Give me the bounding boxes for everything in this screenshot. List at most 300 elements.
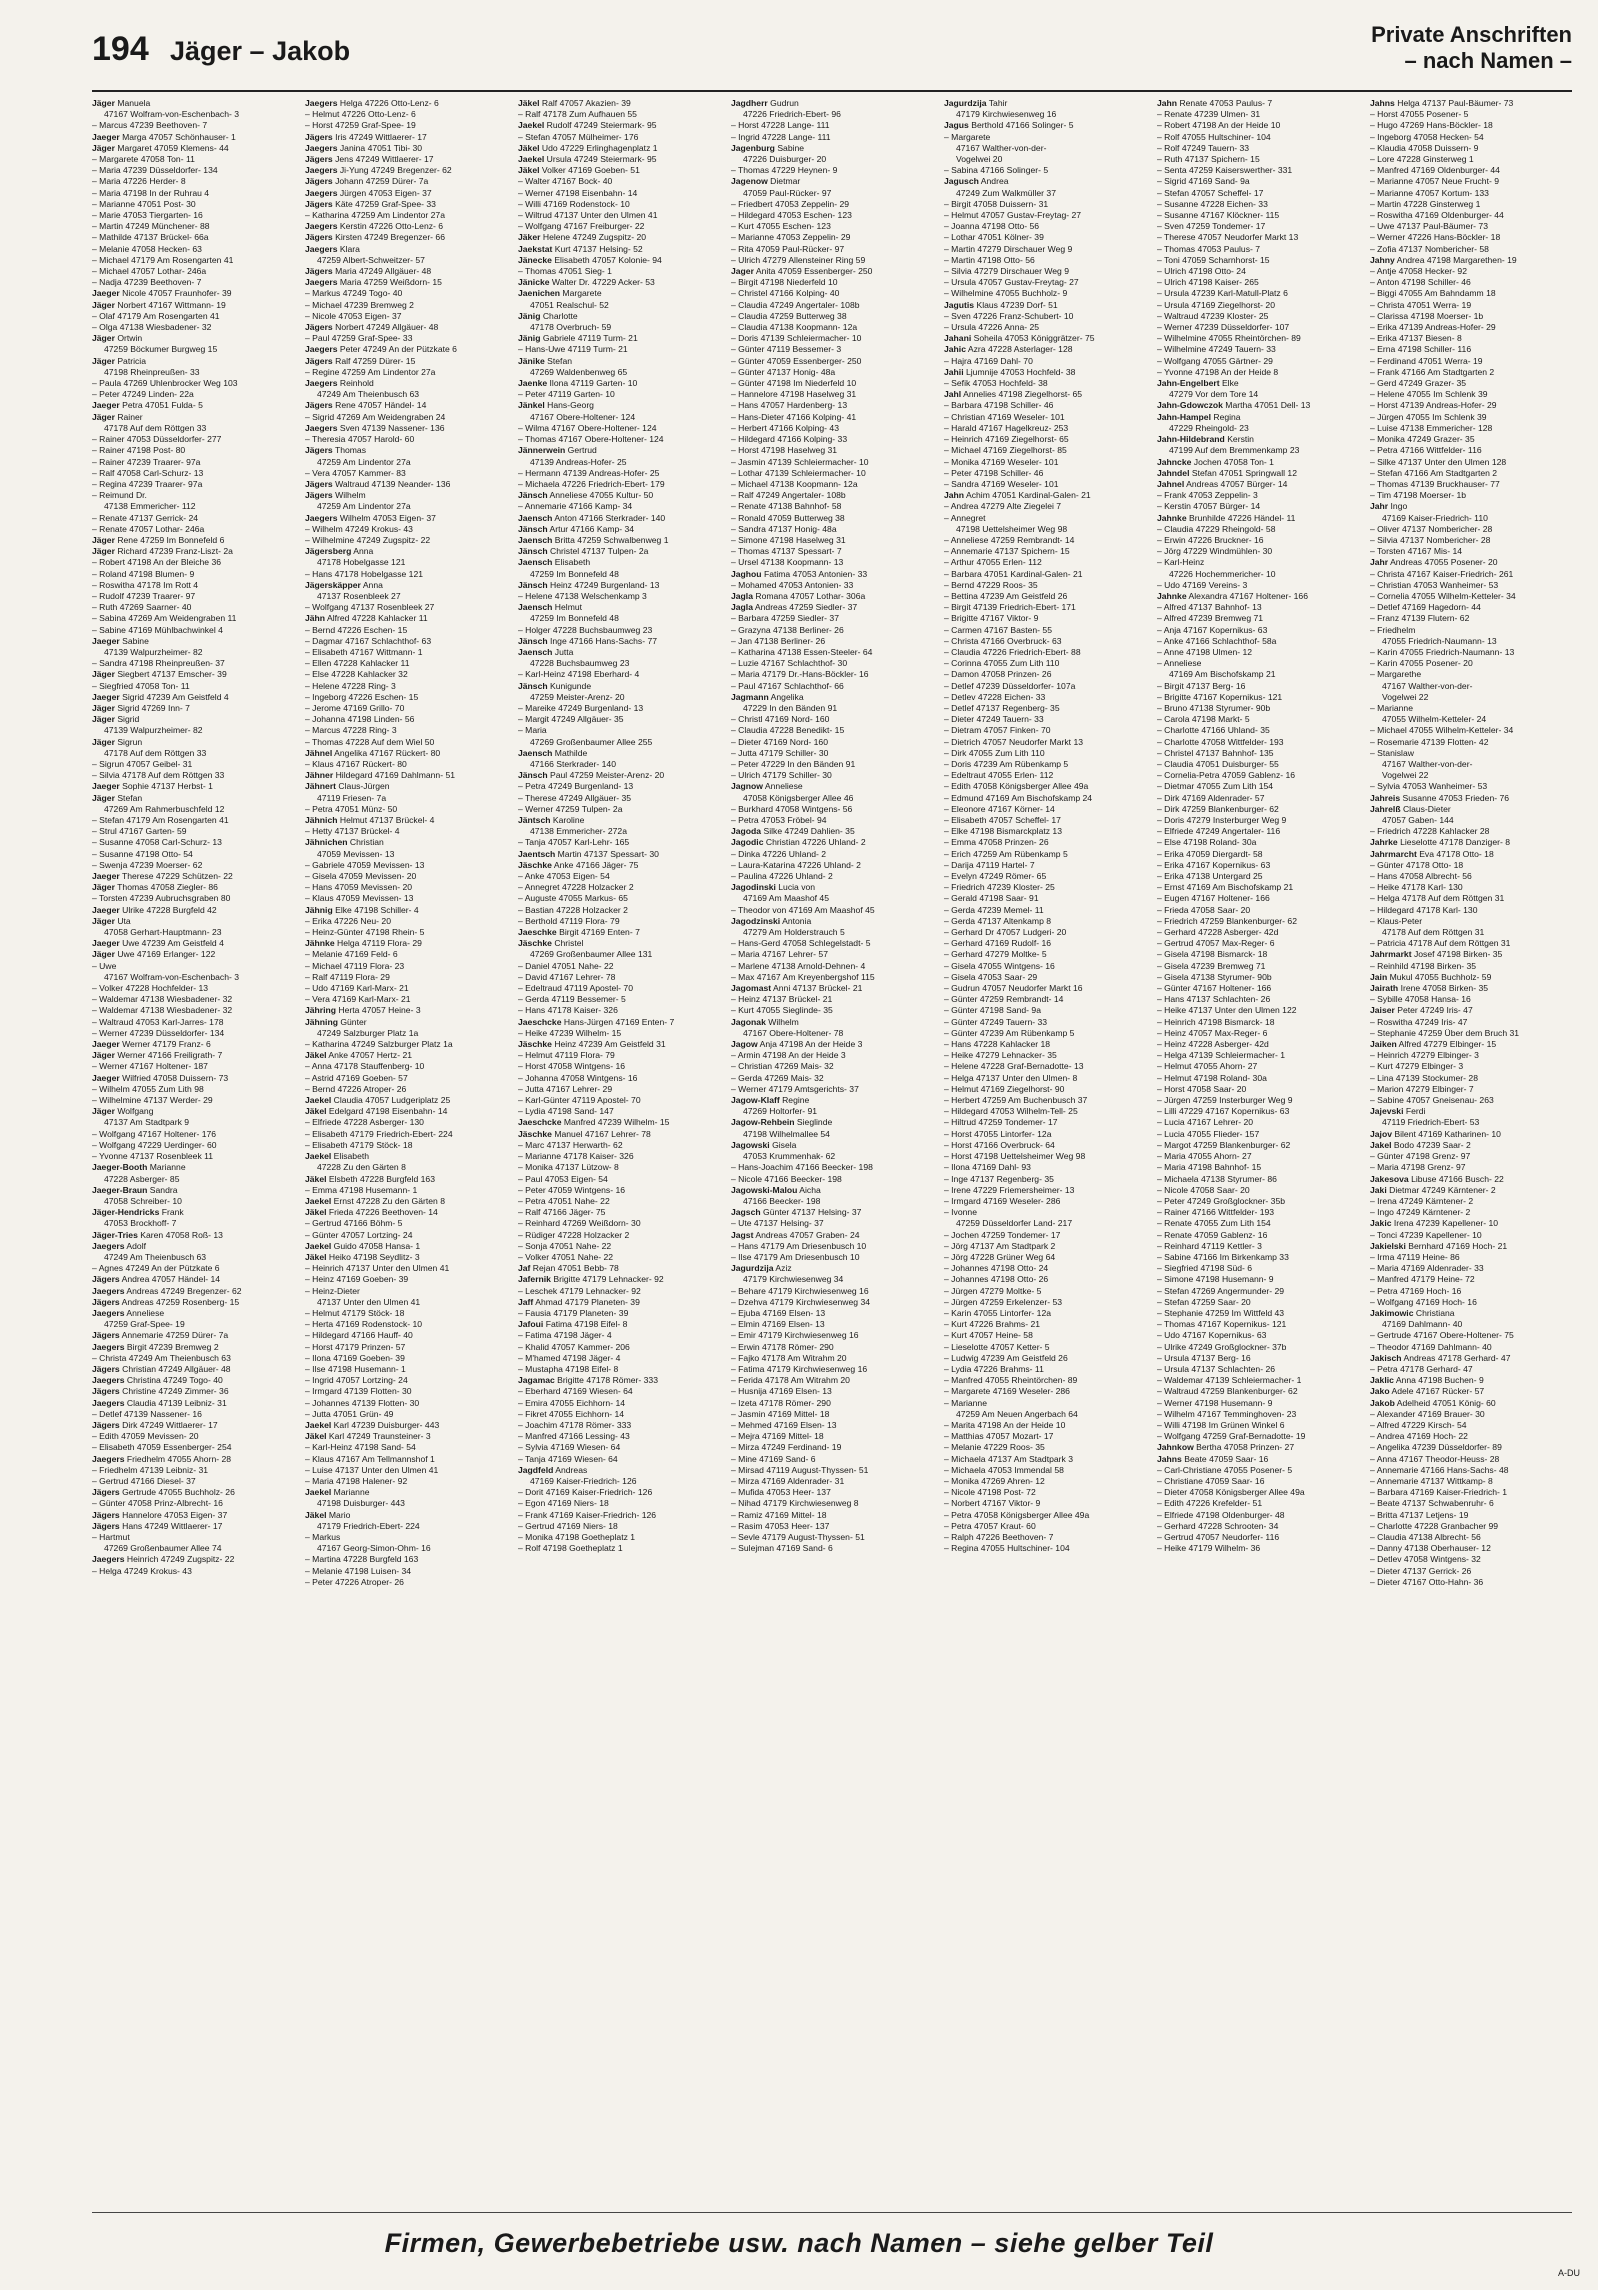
directory-entry: – Carl-Christiane 47055 Posener- 5	[1157, 1464, 1293, 1475]
directory-entry: – Detlef 47239 Düsseldorfer- 107a	[944, 680, 1076, 691]
surname: Jäger	[92, 714, 115, 725]
directory-entry: – Astrid 47169 Goeben- 57	[305, 1072, 408, 1083]
directory-entry: – Hans 47137 Schlachten- 26	[1157, 994, 1271, 1005]
directory-entry: 47249 Salzburger Platz 1a	[317, 1027, 419, 1038]
surname: Jakimowic	[1370, 1307, 1414, 1318]
directory-entry: – Renate 47239 Ulmen- 31	[1157, 109, 1261, 120]
entry-details: Ingo	[1388, 501, 1408, 512]
directory-entry: – Birgit 47137 Berg- 16	[1157, 680, 1246, 691]
directory-entry: – Maria 47179 Dr.-Hans-Böckler- 16	[731, 669, 869, 680]
directory-entry: – Marcus 47239 Beethoven- 7	[92, 120, 208, 131]
directory-entry: – Bernd 47226 Eschen- 15	[305, 624, 408, 635]
directory-entry: – Gertrud 47166 Böhm- 5	[305, 1218, 403, 1229]
directory-entry: – Bernd 47229 Roos- 35	[944, 579, 1038, 590]
directory-entry: – Wiltrud 47137 Unter den Ulmen 41	[518, 210, 658, 221]
directory-entry: 47198 Wilhelmallee 54	[743, 1128, 830, 1139]
directory-entry	[1370, 983, 1577, 994]
directory-entry: – Peter 47229 In den Bänden 91	[731, 758, 856, 769]
directory-entry: – Britta 47137 Letjens- 19	[1370, 1509, 1469, 1520]
entry-details: Uwe 47239 Am Geistfeld 4	[119, 938, 224, 949]
directory-entry: – Waltraud 47239 Kloster- 25	[1157, 310, 1269, 321]
entry-details: Elke 47198 Schiller- 4	[332, 904, 419, 915]
directory-entry: – Manfred 47179 Heine- 72	[1370, 1274, 1475, 1285]
directory-entry: – Gertrud 47166 Diesel- 37	[92, 1475, 196, 1486]
directory-entry: 47166 Sterkrader- 140	[530, 758, 616, 769]
entry-details: Bertha 47058 Prinzen- 27	[1193, 1442, 1295, 1453]
directory-entry: – Jerome 47169 Grillo- 70	[305, 702, 405, 713]
directory-entry	[731, 98, 938, 109]
surname: Jäkel	[305, 1251, 327, 1262]
directory-entry: – Christa 47249 Am Theienbusch 63	[92, 1352, 231, 1363]
directory-entry: – Khalid 47057 Kammer- 206	[518, 1341, 630, 1352]
directory-entry: – Helmut 47057 Gustav-Freytag- 27	[944, 210, 1082, 221]
entry-details: Gabriele 47119 Turm- 21	[540, 333, 638, 344]
surname: Jagurdzija	[731, 1263, 774, 1274]
entry-details: Christel 47137 Tulpen- 2a	[547, 546, 649, 557]
entry-details: Andreas 47259 Rosenberg- 15	[119, 1296, 240, 1307]
directory-entry: – Cornelia-Petra 47059 Gablenz- 16	[1157, 770, 1296, 781]
directory-entry: – Ronald 47059 Butterweg 38	[731, 512, 845, 523]
directory-entry: – Lydia 47198 Sand- 147	[518, 1106, 614, 1117]
directory-entry: – Wilhelm 47249 Krokus- 43	[305, 523, 413, 534]
directory-entry	[305, 781, 512, 792]
directory-entry: – Petra 47057 Kraut- 60	[944, 1520, 1036, 1531]
directory-entry	[731, 266, 938, 277]
directory-entry: – Ralf 47119 Flora- 29	[305, 971, 390, 982]
directory-entry: – Hildegard 47053 Wilhelm-Tell- 25	[944, 1106, 1078, 1117]
directory-entry: – Gerda 47137 Altenkamp 8	[944, 915, 1052, 926]
directory-entry: – Hans 47058 Albrecht- 56	[1370, 871, 1472, 882]
section-title-line2: – nach Namen –	[1404, 48, 1572, 73]
directory-entry: – Anja 47167 Kopernikus- 63	[1157, 624, 1268, 635]
entry-details: Berthold 47166 Solinger- 5	[968, 120, 1074, 131]
directory-entry: – Michael 47169 Ziegelhorst- 85	[944, 445, 1067, 456]
directory-entry: 47055 Wilhelm-Ketteler- 24	[1382, 714, 1487, 725]
directory-column-3	[518, 98, 725, 2178]
surname: Jaiken	[1370, 1039, 1397, 1050]
surname: Jahn-Gdowczok	[1157, 400, 1223, 411]
directory-entry: – Hans 47228 Kahlacker 18	[944, 1039, 1051, 1050]
directory-entry: – Ulrich 47179 Schiller- 30	[731, 770, 832, 781]
directory-entry: 47167 Wolfram-von-Eschenbach- 3	[104, 971, 240, 982]
directory-entry: – Alfred 47137 Bahnhof- 13	[1157, 602, 1262, 613]
directory-entry	[1370, 557, 1577, 568]
directory-entry	[518, 1375, 725, 1386]
surname: Jahani	[944, 333, 972, 344]
directory-entry: – Regina 47239 Traarer- 97a	[92, 478, 203, 489]
entry-details: Adele 47167 Rücker- 57	[1389, 1386, 1485, 1397]
surname: Jaekel	[305, 1419, 332, 1430]
directory-entry	[518, 445, 725, 456]
directory-entry: – Werner 47239 Düsseldorfer- 107	[1157, 322, 1290, 333]
directory-entry: – Ursula 47057 Gustav-Freytag- 27	[944, 277, 1079, 288]
surname: Jako	[1370, 1386, 1390, 1397]
entry-details: Anna	[360, 579, 383, 590]
directory-entry	[1157, 1454, 1364, 1465]
entry-details: Rudolf 47249 Steiermark- 95	[544, 120, 657, 131]
directory-entry: – Gerhard 47279 Moltke- 5	[944, 949, 1047, 960]
directory-entry	[731, 569, 938, 580]
entry-details: Nicole 47057 Fraunhofer- 39	[119, 288, 232, 299]
directory-entry: 47249 Am Theienbusch 63	[104, 1251, 207, 1262]
entry-details: Marianne	[331, 1487, 370, 1498]
directory-entry: – Petra 47166 Wittfelder- 116	[1370, 445, 1482, 456]
entry-details: Thomas 47058 Ziegler- 86	[114, 882, 218, 893]
directory-entry: – Ursula 47137 Berg- 16	[1157, 1352, 1251, 1363]
directory-entry	[92, 703, 299, 714]
directory-entry	[518, 636, 725, 647]
directory-entry	[92, 1454, 299, 1465]
surname: Jagsch	[731, 1207, 761, 1218]
directory-entry: – Margarete 47169 Weseler- 286	[944, 1386, 1070, 1397]
directory-entry: – Alfred 47239 Bremweg 71	[1157, 613, 1264, 624]
directory-entry	[518, 1263, 725, 1274]
directory-entry: – Renate 47057 Lothar- 246a	[92, 523, 205, 534]
surname: Jaegers	[92, 1285, 125, 1296]
directory-entry: – Claudia 47226 Friedrich-Ebert- 88	[944, 646, 1081, 657]
directory-entry: – Sylvia 47053 Wanheimer- 53	[1370, 781, 1488, 792]
directory-entry: – Rolf 47055 Hultschiner- 104	[1157, 131, 1271, 142]
directory-entry	[518, 770, 725, 781]
entry-details: Johann 47259 Dürer- 7a	[332, 176, 429, 187]
directory-entry: – Gerhard Dr 47057 Ludgeri- 20	[944, 927, 1067, 938]
directory-entry: – Petra 47053 Fröbel- 94	[731, 815, 827, 825]
directory-entry	[305, 837, 512, 848]
directory-entry: – Paul 47167 Schlachthof- 66	[731, 680, 844, 691]
directory-entry	[305, 1487, 512, 1498]
directory-entry: – Ilona 47169 Dahl- 93	[944, 1162, 1031, 1173]
directory-entry: – Rita 47059 Paul-Rücker- 97	[731, 243, 845, 254]
surname: Jäkel	[518, 165, 540, 176]
directory-entry	[518, 333, 725, 344]
directory-entry: – Maria 47198 Bahnhof- 15	[1157, 1162, 1262, 1173]
directory-column-6	[1157, 98, 1364, 2178]
entry-details: Norbert 47249 Allgäuer- 48	[332, 322, 439, 333]
directory-entry: – Ursel 47138 Koopmann- 13	[731, 557, 844, 568]
directory-entry: 47139 Walpurzheimer- 82	[104, 646, 203, 657]
directory-entry: 47178 Auf dem Röttgen 33	[104, 747, 207, 758]
directory-entry: – Elisabeth 47059 Essenberger- 254	[92, 1442, 232, 1453]
directory-entry	[944, 300, 1151, 311]
directory-entry	[1157, 434, 1364, 445]
directory-entry: – Bettina 47239 Am Geistfeld 26	[944, 590, 1068, 601]
directory-entry	[305, 266, 512, 277]
directory-entry: – Thomas 47137 Spessart- 7	[731, 546, 842, 557]
directory-entry: – Lydia 47226 Brahms- 11	[944, 1363, 1044, 1374]
entry-details: Siegbert 47137 Emscher- 39	[114, 669, 227, 680]
surname: Jaensch	[518, 534, 553, 545]
entry-details: Annelies 47198 Ziegelhorst- 65	[961, 389, 1083, 400]
directory-entry	[1370, 1039, 1577, 1050]
directory-entry: – Mufida 47053 Heer- 137	[731, 1487, 831, 1498]
directory-entry	[518, 647, 725, 658]
directory-entry	[305, 1252, 512, 1263]
entry-details: Fatima 47053 Antonien- 33	[761, 568, 868, 579]
directory-entry: – Carola 47198 Markt- 5	[1157, 714, 1250, 725]
directory-entry: – Klaudia 47058 Duissern- 9	[1370, 142, 1479, 153]
surname: Jäger	[92, 1050, 115, 1061]
entry-details: Romana 47057 Lothar- 306a	[752, 590, 866, 601]
surname: Jagow-Rehbein	[731, 1117, 795, 1128]
surname: Jänsch	[518, 579, 548, 590]
directory-entry	[1370, 1185, 1577, 1196]
directory-entry: – Ivonne	[944, 1207, 977, 1218]
directory-columns	[92, 98, 1582, 2178]
surname: Jaegers	[92, 1453, 125, 1464]
directory-entry: – Petra 47051 Nahe- 22	[518, 1195, 610, 1206]
directory-entry	[92, 949, 299, 960]
directory-entry: – Markus	[305, 1532, 341, 1542]
entry-details: Lucia von	[775, 882, 816, 893]
directory-entry: – Ellen 47228 Kahlacker 11	[305, 658, 410, 669]
entry-details: Christina 47249 Togo- 40	[124, 1375, 223, 1386]
directory-entry: 47226 Duisburger- 20	[743, 154, 827, 165]
directory-entry: – Heinrich 47169 Ziegelhorst- 65	[944, 434, 1069, 445]
directory-entry: – Horst 47179 Prinzen- 57	[305, 1341, 406, 1352]
entry-details: Anna 47198 Buchen- 9	[1393, 1375, 1484, 1386]
directory-entry: – Klaus-Peter	[1370, 915, 1423, 926]
directory-entry: – Thomas 47053 Paulus- 7	[1157, 243, 1261, 254]
directory-entry: – Gertrude 47167 Obere-Holtener- 75	[1370, 1330, 1514, 1341]
directory-entry: – Rüdiger 47228 Holzacker 2	[518, 1229, 630, 1240]
directory-entry	[92, 1274, 299, 1285]
directory-entry: – Heinz 47169 Goeben- 39	[305, 1274, 409, 1285]
surname: Jahrelß	[1370, 803, 1401, 814]
entry-details: Andrea	[978, 176, 1009, 187]
directory-entry: – Elmin 47169 Elsen- 13	[731, 1319, 825, 1330]
directory-entry: – Behare 47179 Kirchwiesenweg 16	[731, 1285, 869, 1296]
surname: Jagoda	[731, 826, 762, 837]
directory-entry: – Rolf 47249 Tauern- 33	[1157, 142, 1250, 153]
directory-entry	[305, 479, 512, 490]
surname: Jagenow	[731, 176, 768, 187]
directory-entry: – Sulejman 47169 Sand- 6	[731, 1543, 833, 1554]
entry-details: Heinrich 47249 Zugspitz- 22	[124, 1554, 235, 1565]
directory-entry: – Jörg 47137 Am Stadtpark 2	[944, 1240, 1056, 1251]
surname: Jahny	[1370, 254, 1395, 265]
surname: Jäger	[92, 702, 115, 713]
directory-entry: – Michael 47057 Lothar- 246a	[92, 266, 207, 277]
directory-entry	[92, 412, 299, 423]
directory-entry: – Hans 47057 Hardenberg- 13	[731, 400, 848, 411]
entry-details: Christel	[551, 938, 584, 949]
entry-details: Stefan 47051 Springwall 12	[1189, 467, 1297, 478]
directory-entry: – Silvia 47137 Nombericher- 28	[1370, 534, 1491, 545]
directory-entry	[305, 188, 512, 199]
directory-entry	[92, 1073, 299, 1084]
directory-entry: – Jutta 47167 Lehrer- 29	[518, 1083, 613, 1094]
directory-entry: – Gerda 47239 Memel- 11	[944, 904, 1044, 915]
directory-entry: – Horst 47058 Saar- 20	[1157, 1083, 1247, 1094]
directory-entry: – Marianne	[944, 1397, 987, 1408]
directory-entry: – Horst 47166 Overbruck- 64	[944, 1139, 1055, 1150]
directory-entry: – Silvia 47178 Auf dem Röttgen 33	[92, 770, 225, 781]
entry-details: Anja 47198 An der Heide 3	[757, 1039, 863, 1050]
directory-entry: – Peter 47198 Schiller- 46	[944, 467, 1044, 478]
directory-entry	[305, 244, 512, 255]
directory-entry	[305, 400, 512, 411]
surname: Jähning	[305, 1016, 338, 1027]
entry-details: Wilfried 47058 Duissern- 73	[119, 1072, 229, 1083]
surname: Jägers	[305, 322, 333, 333]
entry-details: Ralf 47259 Dürer- 15	[332, 355, 416, 366]
directory-entry: – Dorit 47169 Kaiser-Friedrich- 126	[518, 1487, 653, 1498]
directory-entry	[944, 344, 1151, 355]
surname: Jägers	[305, 154, 333, 165]
entry-details: Elisabeth	[552, 557, 591, 568]
surname: Jaegers	[305, 378, 338, 389]
directory-entry: – Hajra 47169 Dahl- 70	[944, 355, 1033, 366]
directory-entry: – Kurt 47057 Heine- 58	[944, 1330, 1033, 1341]
surname: Jagowski	[731, 1139, 770, 1150]
surname: Jagusch	[944, 176, 979, 187]
surname: Jäger	[92, 736, 115, 747]
directory-entry	[518, 1039, 725, 1050]
directory-entry: – Inge 47137 Regenberg- 35	[944, 1173, 1054, 1184]
surname: Jairath	[1370, 983, 1399, 994]
directory-entry: – Ralph 47226 Beethoven- 7	[944, 1532, 1054, 1542]
entry-details: Josef 47198 Birken- 35	[1411, 949, 1503, 960]
directory-entry: – Günter 47249 Tauern- 33	[944, 1016, 1048, 1027]
directory-entry: – Leschek 47179 Lehnacker- 92	[518, 1285, 641, 1296]
directory-entry: – Helga 47178 Auf dem Röttgen 31	[1370, 893, 1505, 904]
surname: Jagla	[731, 602, 753, 613]
surname: Jäkel	[305, 1509, 327, 1520]
directory-entry: – Hildegard 47166 Hauff- 40	[305, 1330, 413, 1341]
entry-details: Achim 47051 Kardinal-Galen- 21	[964, 490, 1091, 501]
directory-entry: – Herbert 47259 Am Buchenbusch 37	[944, 1095, 1088, 1106]
entry-details: Anita 47059 Essenberger- 250	[753, 266, 873, 277]
directory-entry: 47167 Walther-von-der-	[1382, 680, 1473, 691]
directory-entry	[1370, 501, 1577, 512]
directory-entry: – Hans 47059 Mevissen- 20	[305, 882, 413, 893]
directory-entry: – Edeltraud 47119 Apostel- 70	[518, 983, 633, 994]
surname: Jahreis	[1370, 792, 1401, 803]
directory-entry: – Kerstin 47057 Bürger- 14	[1157, 501, 1261, 512]
directory-entry: – Heinz-Günter 47198 Rhein- 5	[305, 927, 425, 938]
directory-entry	[518, 143, 725, 154]
directory-entry: – Renate 47059 Gablenz- 16	[1157, 1229, 1268, 1240]
directory-entry	[305, 1151, 512, 1162]
surname: Jäger	[92, 299, 115, 310]
directory-entry: – Waldemar 47139 Schleiermacher- 1	[1157, 1375, 1302, 1386]
directory-entry	[305, 378, 512, 389]
surname: Jännerwein	[518, 445, 566, 456]
directory-entry: – Peter 47119 Garten- 10	[518, 389, 615, 400]
directory-entry: – Margarete	[944, 131, 991, 142]
directory-entry: – Christian 47169 Weseler- 101	[944, 411, 1065, 422]
directory-entry: 47269 Holtorfer- 91	[743, 1106, 818, 1117]
entry-details: Martha 47051 Dell- 13	[1222, 400, 1311, 411]
directory-entry: – Bernd 47226 Atroper- 26	[305, 1083, 407, 1094]
directory-entry: – Petra 47058 Königsberger Allee 49a	[944, 1509, 1090, 1520]
entry-details: Britta 47259 Schwalbenweg 1	[552, 534, 669, 545]
directory-entry: – Erwin 47226 Bruckner- 16	[1157, 534, 1264, 545]
directory-entry: – Mustapha 47198 Eifel- 8	[518, 1363, 619, 1374]
entry-details: Antonia	[780, 915, 812, 926]
surname: Jänsch	[518, 490, 548, 501]
entry-details: Rene 47057 Händel- 14	[332, 400, 427, 411]
directory-entry: – Karl-Heinz	[1157, 557, 1205, 568]
directory-entry: 47058 Gerhart-Hauptmann- 23	[104, 927, 222, 938]
directory-entry: – Christl 47169 Nord- 160	[731, 714, 830, 725]
entry-details: Wolfgang	[114, 1106, 154, 1117]
directory-entry: – Joachim 47178 Römer- 333	[518, 1419, 632, 1430]
directory-entry: – Elfriede 47198 Oldenburger- 48	[1157, 1509, 1285, 1520]
directory-entry: – Ejuba 47169 Elsen- 13	[731, 1307, 826, 1318]
entry-details: Margaret 47059 Klemens- 44	[114, 142, 229, 153]
directory-entry: – Gerald 47198 Saar- 91	[944, 893, 1039, 904]
entry-details: Anneliese	[124, 1307, 165, 1318]
entry-details: Adolf	[124, 1240, 147, 1251]
directory-entry: – Sabina 47166 Solinger- 5	[944, 165, 1049, 176]
directory-entry: – Melanie 47058 Hecken- 63	[92, 243, 202, 254]
entry-details: Stefan	[114, 792, 143, 803]
directory-entry	[92, 1162, 299, 1173]
directory-entry: – Horst 47198 Uettelsheimer Weg 98	[944, 1151, 1086, 1162]
directory-entry	[92, 1342, 299, 1353]
entry-details: Soheila 47053 Königgrätzer- 75	[971, 333, 1095, 344]
directory-entry: – Michael 47179 Am Rosengarten 41	[92, 254, 234, 265]
directory-entry: – Günter 47167 Holtener- 166	[1157, 983, 1272, 994]
directory-entry	[92, 737, 299, 748]
directory-entry: – Peter 47059 Wintgens- 16	[518, 1184, 626, 1195]
surname: Jäger	[92, 546, 115, 557]
directory-entry: – Anna 47178 Stauffenberg- 10	[305, 1061, 425, 1072]
directory-entry: – Tanja 47169 Wiesen- 64	[518, 1453, 618, 1464]
surname: Jäkel	[305, 1106, 327, 1117]
directory-entry: – Stephanie 47259 Im Wittfeld 43	[1157, 1307, 1285, 1318]
directory-entry: – Werner 47259 Tulpen- 2a	[518, 803, 623, 814]
entry-details: Manuela	[114, 98, 151, 108]
directory-entry: – Detlef 47139 Nassener- 16	[92, 1408, 202, 1419]
entry-details: Brigitte 47178 Römer- 333	[554, 1375, 658, 1386]
entry-details: Sophie 47137 Herbst- 1	[119, 781, 213, 792]
directory-entry: – Hugo 47269 Hans-Böckler- 18	[1370, 120, 1493, 131]
surname: Jägers	[305, 131, 333, 142]
directory-entry	[944, 367, 1151, 378]
directory-entry	[518, 681, 725, 692]
directory-entry: 47199 Auf dem Bremmenkamp 23	[1169, 445, 1300, 456]
entry-details: Ji-Yung 47249 Bregenzer- 62	[337, 165, 452, 176]
directory-entry: – Nicole 47198 Post- 72	[944, 1487, 1036, 1498]
directory-entry: – Sabine 47169 Mühlbachwinkel 4	[92, 624, 223, 635]
directory-entry: – Barbara 47169 Kaiser-Friedrich- 1	[1370, 1487, 1508, 1498]
directory-entry: – Friedhelm	[1370, 624, 1416, 635]
surname: Jägerskäpper	[305, 579, 361, 590]
surname: Jägers	[92, 1330, 120, 1341]
surname: Jagow-Klaff	[731, 1095, 780, 1106]
directory-entry: 47119 Friedrich-Ebert- 53	[1382, 1117, 1480, 1128]
directory-entry: 47137 Unter den Ulmen 41	[317, 1296, 421, 1307]
entry-details: Bernhard 47169 Hoch- 21	[1405, 1240, 1508, 1251]
entry-details: Jürgen 47053 Eigen- 37	[337, 187, 432, 198]
directory-entry	[305, 154, 512, 165]
directory-entry: – Sabine 47166 Im Birkenkamp 33	[1157, 1251, 1289, 1262]
surname: Jain	[1370, 971, 1388, 982]
entry-details: Ferdi	[1403, 1106, 1426, 1117]
directory-entry: – Edmund 47169 Am Bischofskamp 24	[944, 792, 1093, 803]
directory-entry: – Siegfried 47058 Ton- 11	[92, 680, 190, 691]
directory-entry: – Doris 47239 Am Rübenkamp 5	[944, 758, 1069, 769]
entry-details: Kurt 47137 Helsing- 52	[552, 243, 643, 254]
directory-entry: – Martin 47198 Otto- 56	[944, 254, 1035, 265]
directory-entry: – Doris 47279 Insterburger Weg 9	[1157, 815, 1287, 825]
directory-entry: – Sevle 47179 August-Thyssen- 51	[731, 1532, 865, 1542]
directory-entry: – Claudia 47228 Benedikt- 15	[731, 725, 845, 736]
directory-entry: – Zofia 47137 Nombericher- 58	[1370, 243, 1489, 254]
directory-entry: – Rainer 47239 Traarer- 97a	[92, 456, 201, 467]
